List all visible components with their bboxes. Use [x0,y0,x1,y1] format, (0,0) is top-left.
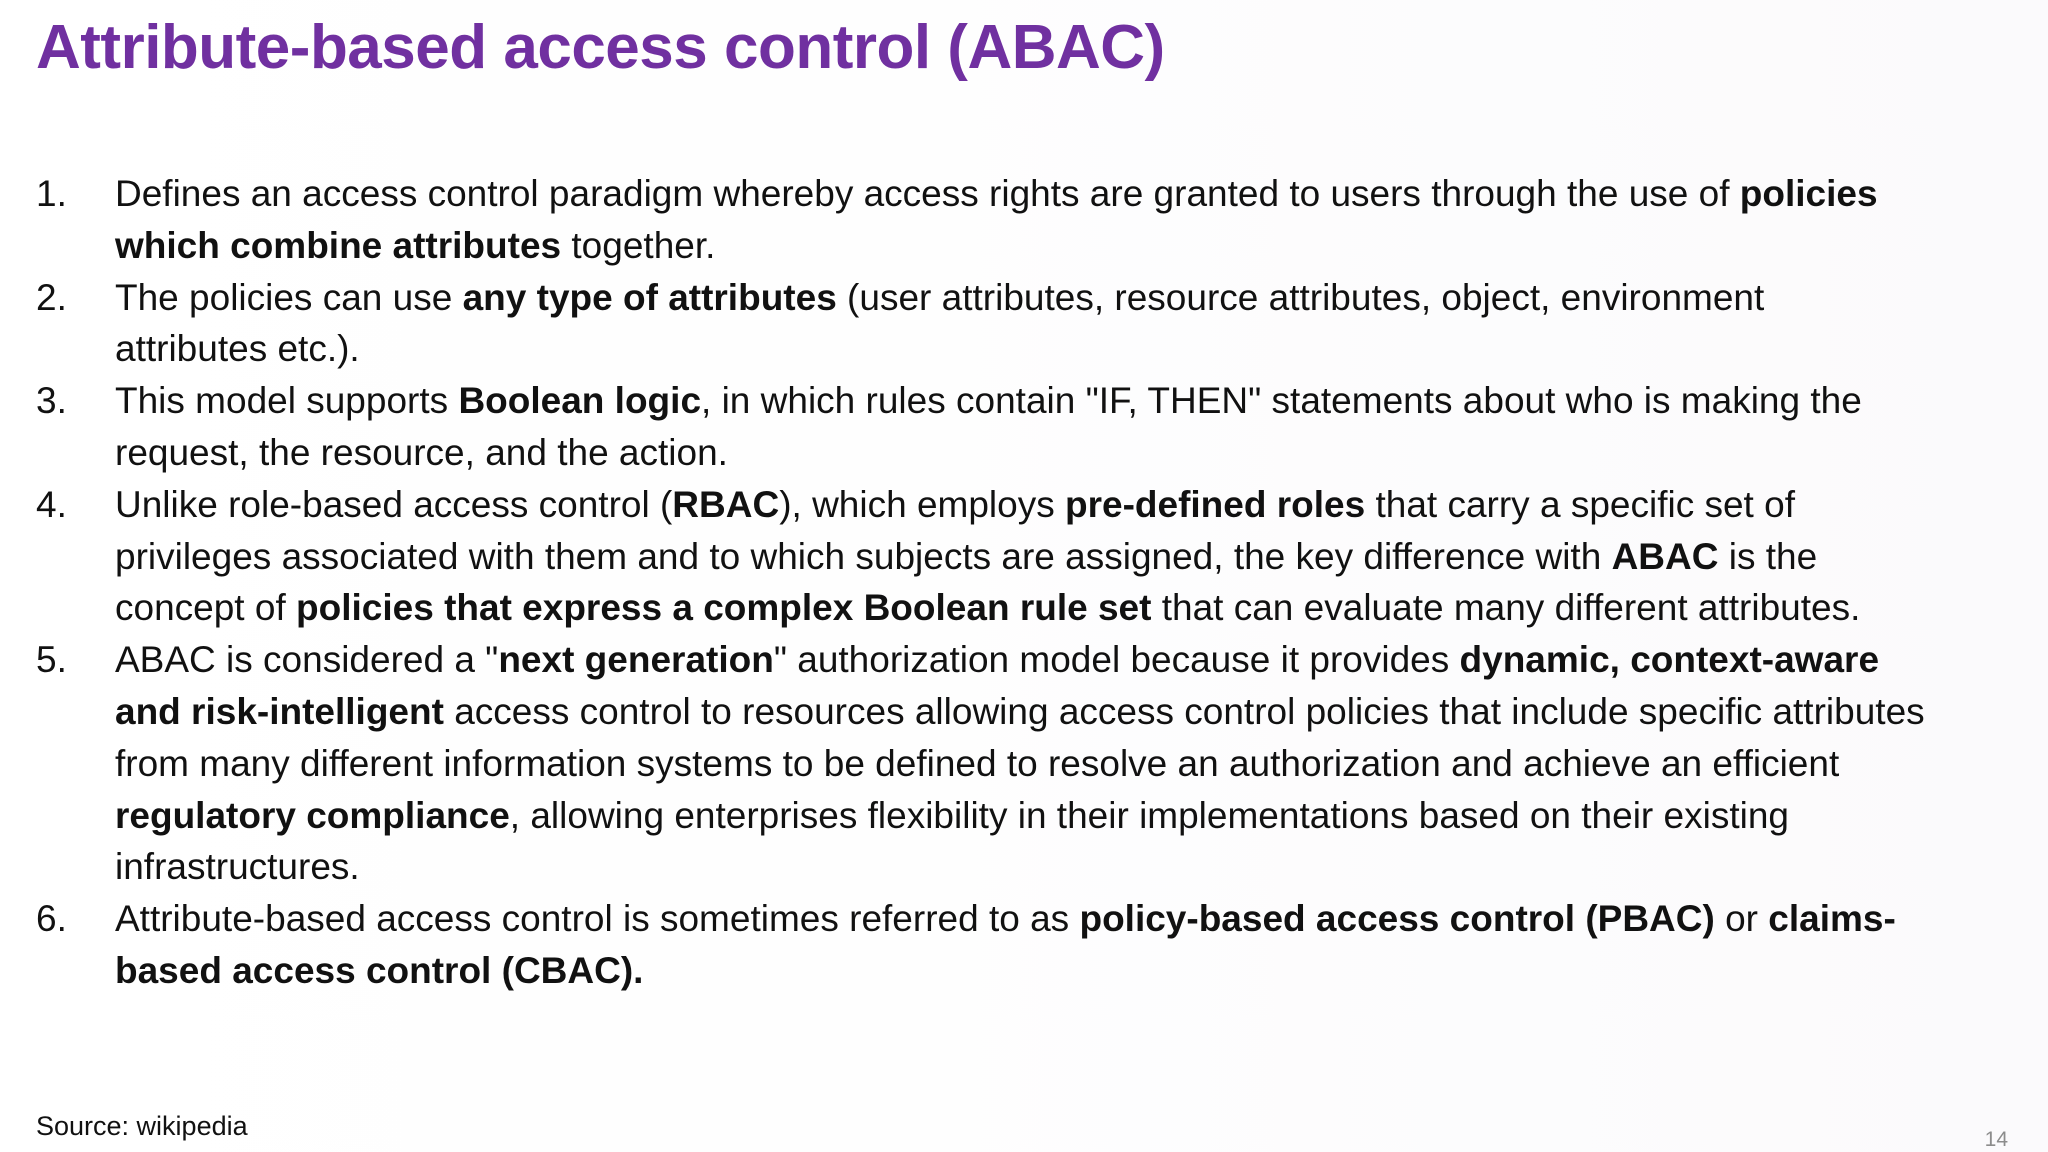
bold-text: policies [1739,173,1878,214]
bold-text: policy-based access control (PBAC) [1079,898,1715,940]
body-text: Defines an access control paradigm whereby access rights are granted to users through the use of [115,173,1740,214]
bold-text: next generation [498,639,774,681]
body-text: or [1714,898,1769,940]
list-item [36,272,2031,376]
bold-text: and risk-intelligent [115,690,444,732]
body-text: concept of [115,587,297,629]
bold-text: regulatory compliance [115,794,510,836]
body-text: " authorization model because it provides [773,639,1460,681]
list-item-line [115,634,2031,686]
bold-text: claims- [1768,898,1896,940]
list-item-number: 1. [36,173,67,214]
body-text: that can evaluate many different attributes. [1151,587,1861,629]
list-item-line [115,168,2031,220]
list-item [36,893,2031,997]
bold-text: based access control (CBAC). [115,949,644,991]
list-item-line [115,479,2031,531]
list-item-number: 4. [36,483,67,525]
numbered-list [36,168,2031,997]
body-text: from many different information systems to be defined to resolve an authorization and achieve an efficient [115,742,1840,784]
bold-text: pre-defined roles [1065,483,1366,525]
body-text: together. [561,224,716,266]
bold-text: Boolean logic [458,380,702,422]
list-item-line [115,841,2031,893]
body-text: ABAC is considered a " [115,639,499,681]
body-text: request, the resource, and the action. [115,431,728,473]
list-item-line [115,738,2031,790]
bold-text: dynamic, context-aware [1459,639,1880,681]
body-text: Attribute-based access control is sometimes referred to as [115,898,1080,940]
body-text: , in which rules contain "IF, THEN" statements about who is making the [701,380,1862,422]
list-item-line [115,790,2031,842]
bold-text: any type of attributes [462,276,837,318]
page-number: 14 [1984,1128,2008,1151]
list-item-number: 5. [36,639,67,681]
list-item-line [115,220,2031,272]
body-text: The policies can use [115,276,463,318]
bold-text: RBAC [672,483,780,525]
list-item-line [115,945,2031,997]
list-item-line [115,427,2031,479]
source-note: Source: wikipedia [36,1111,248,1141]
body-text: access control to resources allowing access control policies that include specific attributes [443,690,1925,732]
body-text: attributes etc.). [115,328,360,370]
list-item [36,634,2031,893]
body-text: Unlike role-based access control ( [115,483,673,525]
bold-text: ABAC [1611,535,1719,577]
list-item-line [115,375,2031,427]
body-text: (user attributes, resource attributes, object, environment [836,276,1765,318]
bold-text: which combine attributes [115,224,562,266]
list-item [36,168,2031,272]
list-item-line [115,272,2031,324]
body-text: privileges associated with them and to which subjects are assigned, the key difference with [115,535,1612,577]
bold-text: policies that express a complex Boolean rule set [296,587,1152,629]
body-text: that carry a specific set of [1365,483,1795,525]
body-text: ), which employs [779,483,1065,525]
list-item-number: 2. [36,276,67,318]
list-item-number: 6. [36,898,67,940]
list-item [36,479,2031,634]
page-title: Attribute-based access control (ABAC) [36,13,1165,82]
list-item [36,375,2031,479]
body-text: This model supports [115,380,459,422]
body-text: , allowing enterprises flexibility in their implementations based on their existing [509,794,1789,836]
list-item-line [115,531,2031,583]
list-item-line [115,893,2031,945]
list-item-line [115,582,2031,634]
body-text: infrastructures. [115,846,360,888]
list-item-line [115,686,2031,738]
body-text: is the [1718,535,1818,577]
list-item-number: 3. [36,380,67,422]
list-item-line [115,323,2031,375]
